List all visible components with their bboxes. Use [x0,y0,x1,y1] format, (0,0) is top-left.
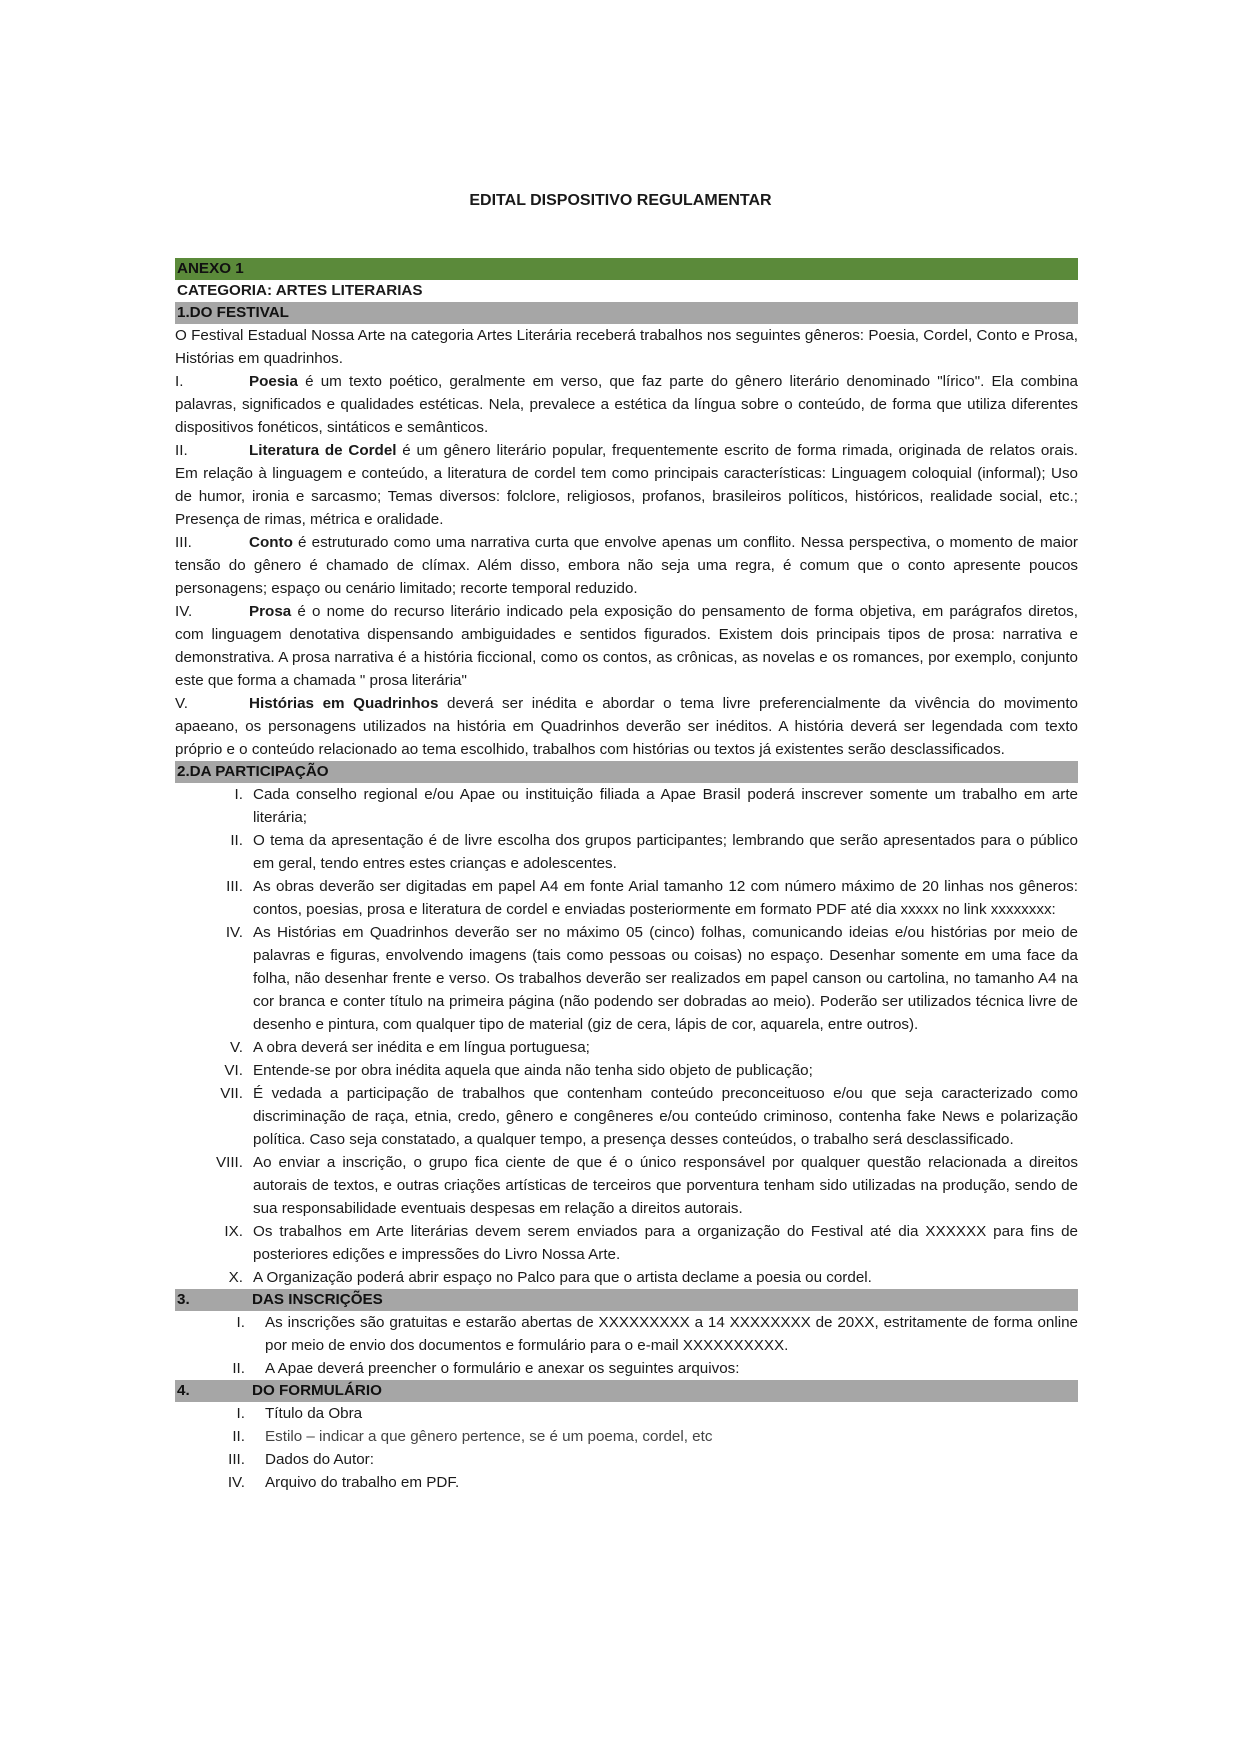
item-text: É vedada a participação de trabalhos que contenham conteúdo preconceituoso e/ou que seja caracterizado como discriminação de raça, etnia, credo, gênero e congêneres e/ou conteúdo criminoso, contenha fake News e polarização política. Caso seja constatado, a qualquer tempo, a presença desses conteúdos, o trabalho será desclassificado. [253,1085,1078,1148]
list-item [175,1471,1078,1494]
item-text: As Histórias em Quadrinhos deverão ser no máximo 05 (cinco) folhas, comunicando ideias e/ou histórias por meio de palavras e figuras, envolvendo imagens (tais como pessoas ou coisas) no espaço. Desenhar somente em uma face da folha, não desenhar frente e verso. Os trabalhos deverão ser realizados em papel canson ou cartolina, no tamanho A4 na cor branca e conter título na primeira página (não podendo ser dobradas ao meio). Poderão ser utilizados técnica livre de desenho e pintura, com qualquer tipo de material (giz de cera, lápis de cor, aquarela, entre outros). [253,924,1078,1033]
item-text: Ao enviar a inscrição, o grupo fica ciente de que é o único responsável por qualquer questão relacionada a direitos autorais de textos, e outras criações artísticas de terceiros que porventura tenham sido utilizadas na produção, sendo de sua responsabilidade eventuais despesas em relação a direitos autorais. [253,1154,1078,1217]
list-item [175,1082,1078,1151]
item-numeral: I. [234,786,243,803]
genre-paragraph [175,692,1078,761]
list-item [175,1311,1078,1357]
section-3-number: 3. [177,1291,190,1308]
list-item [175,1266,1078,1289]
item-numeral: II. [232,1428,245,1445]
list-item [175,1036,1078,1059]
section-4-number: 4. [177,1382,190,1399]
item-text: A Apae deverá preencher o formulário e anexar os seguintes arquivos: [265,1360,740,1377]
item-text: A obra deverá ser inédita e em língua portuguesa; [253,1039,590,1056]
item-text: Cada conselho regional e/ou Apae ou instituição filiada a Apae Brasil poderá inscrever somente um trabalho em arte literária; [253,786,1078,826]
document-title: EDITAL DISPOSITIVO REGULAMENTAR [469,192,772,209]
item-text: Dados do Autor: [265,1451,374,1468]
item-numeral: III. [228,1451,245,1468]
item-text: A Organização poderá abrir espaço no Palco para que o artista declame a poesia ou cordel. [253,1269,872,1286]
genre-description: deverá ser inédita e abordar o tema livre preferencialmente da vivência do movimento apaeano, os personagens utilizados na história em Quadrinhos deverão ser inéditos. A história deverá ser legendada com texto próprio e o conteúdo relacionado ao tema escolhido, trabalhos com histórias ou textos já existentes serão desclassificados. [175,695,1078,758]
item-numeral: X. [228,1269,243,1286]
section-1-intro: O Festival Estadual Nossa Arte na categoria Artes Literária receberá trabalhos nos seguintes gêneros: Poesia, Cordel, Conto e Prosa, Histórias em quadrinhos. [175,327,1078,367]
form-list [175,1402,1078,1494]
genre-numeral: V. [175,695,188,712]
section-4-heading [175,1380,1078,1402]
genre-list [175,370,1078,761]
item-numeral: IV. [225,924,243,941]
list-item [175,829,1078,875]
item-numeral: I. [236,1405,245,1422]
genre-description: é um texto poético, geralmente em verso, que faz parte do gênero literário denominado "lírico". Ela combina palavras, significados e qualidades estéticas. Nela, prevalece a estética da língua sobre o conteúdo, de forma que utiliza diferentes dispositivos fonéticos, sintáticos e semânticos. [175,373,1078,436]
item-numeral: VII. [220,1085,243,1102]
list-item [175,1402,1078,1425]
genre-description: é um gênero literário popular, frequentemente escrito de forma rimada, originada de relatos orais. Em relação à linguagem e conteúdo, a literatura de cordel tem como principais características: Linguagem coloquial (informal); Uso de humor, ironia e sarcasmo; Temas diversos: folclore, religiosos, profanos, brasileiros políticos, históricos, realidade social, etc.; Presença de rimas, métrica e oralidade. [175,442,1079,528]
genre-numeral: IV. [175,603,193,620]
list-item [175,921,1078,1036]
list-item [175,1151,1078,1220]
section-3-heading [175,1289,1078,1311]
list-item [175,1357,1078,1380]
item-numeral: II. [230,832,243,849]
item-numeral: III. [226,878,243,895]
genre-paragraph [175,531,1078,600]
genre-description: é o nome do recurso literário indicado pela exposição do pensamento de forma objetiva, em parágrafos diretos, com linguagem denotativa dispensando ambiguidades e sentidos figurados. Existem dois principais tipos de prosa: narrativa e demonstrativa. A prosa narrativa é a história ficcional, como os contos, as crônicas, as novelas e os romances, por exemplo, conjunto este que forma a chamada " prosa literária" [175,603,1078,689]
item-numeral: VIII. [215,1154,243,1171]
genre-name: Prosa [249,603,292,620]
list-item [175,875,1078,921]
category-label: CATEGORIA: ARTES LITERARIAS [177,282,423,299]
list-item [175,1220,1078,1266]
section-2-heading: 2.DA PARTICIPAÇÃO [175,761,1078,783]
list-item [175,783,1078,829]
genre-paragraph [175,370,1078,439]
document-body [175,258,1078,1494]
genre-description: é estruturado como uma narrativa curta que envolve apenas um conflito. Nessa perspectiva, o momento de maior tensão do gênero é chamado de clímax. Além disso, embora não seja uma regra, é comum que o conto apresente poucos personagens; espaço ou cenário limitado; recorte temporal reduzido. [175,534,1078,597]
item-numeral: I. [236,1314,245,1331]
list-item [175,1448,1078,1471]
item-text: Título da Obra [265,1405,363,1422]
section-1-heading: 1.DO FESTIVAL [175,302,1078,324]
participation-list [175,783,1078,1289]
item-numeral: IV. [227,1474,245,1491]
registration-list [175,1311,1078,1380]
item-text: O tema da apresentação é de livre escolha dos grupos participantes; lembrando que serão apresentados para o público em geral, tendo entres estes crianças e adolescentes. [253,832,1078,872]
list-item [175,1425,1078,1448]
genre-name: Poesia [249,373,298,390]
genre-paragraph [175,439,1078,531]
item-numeral: II. [232,1360,245,1377]
item-numeral: IX. [224,1223,243,1240]
genre-name: Histórias em Quadrinhos [249,695,439,712]
item-numeral: V. [230,1039,243,1056]
section-4-title: DO FORMULÁRIO [252,1382,382,1399]
item-text: Arquivo do trabalho em PDF. [265,1474,460,1491]
item-text: Estilo – indicar a que gênero pertence, se é um poema, cordel, etc [265,1428,713,1445]
list-item [175,1059,1078,1082]
genre-numeral: III. [175,534,192,551]
item-text: As obras deverão ser digitadas em papel A4 em fonte Arial tamanho 12 com número máximo de 20 linhas nos gêneros: contos, poesias, prosa e literatura de cordel e enviadas posteriormente em formato PDF até dia xxxxx no link xxxxxxxx: [253,878,1078,918]
section-3-title: DAS INSCRIÇÕES [252,1291,383,1308]
item-text: Os trabalhos em Arte literárias devem serem enviados para a organização do Festival até dia XXXXXX para fins de posteriores edições e impressões do Livro Nossa Arte. [253,1223,1078,1263]
item-text: As inscrições são gratuitas e estarão abertas de XXXXXXXXX a 14 XXXXXXXX de 20XX, estritamente de forma online por meio de envio dos documentos e formulário para o e-mail XXXXXXXXXX. [265,1314,1078,1354]
genre-name: Literatura de Cordel [249,442,397,459]
item-numeral: VI. [224,1062,243,1079]
annex-bar: ANEXO 1 [175,258,1078,280]
genre-numeral: I. [175,373,184,390]
genre-numeral: II. [175,442,188,459]
item-text: Entende-se por obra inédita aquela que ainda não tenha sido objeto de publicação; [253,1062,813,1079]
genre-name: Conto [249,534,293,551]
genre-paragraph [175,600,1078,692]
